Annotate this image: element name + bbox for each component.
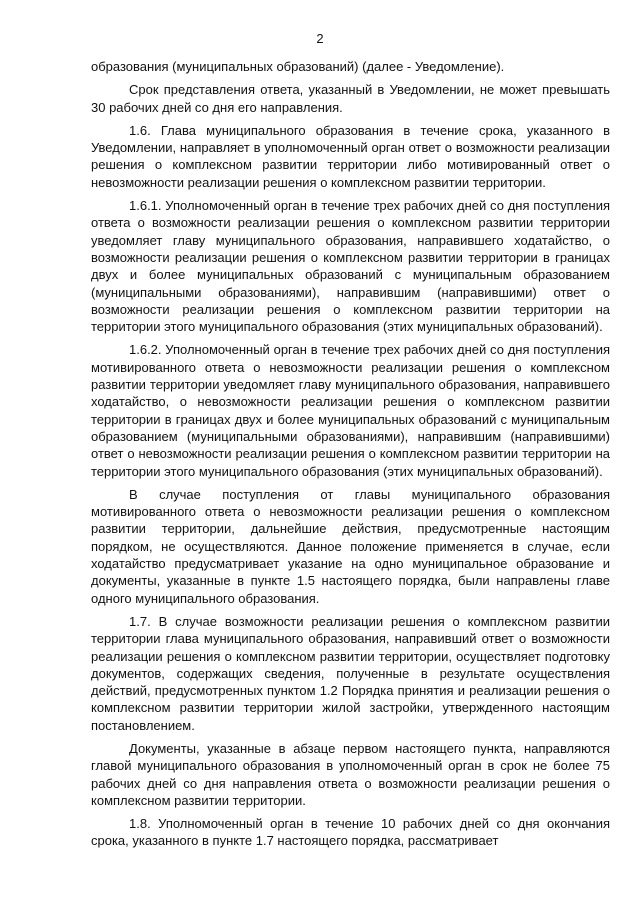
document-body [91, 58, 610, 856]
paragraph-1-8: 1.8. Уполномоченный орган в течение 10 рабочих дней со дня окончания срока, указанного в пункте 1.7 настоящего порядка, рассматривает [91, 816, 610, 849]
paragraph-continuation: образования (муниципальных образований) (далее - Уведомление). [91, 59, 505, 74]
paragraph-1-7: 1.7. В случае возможности реализации решения о комплексном развитии территории глава муниципального образования, направивший ответ о возможности реализации решения о комплексном развитии территории, осуществляет подготовку документов, содержащих сведения, полученные в результате осуществления действий, предусмотренных пунктом 1.2 Порядка принятия и реализации решения о комплексном развитии территории жилой застройки, утвержденного настоящим постановлением. [91, 613, 610, 733]
paragraph-1-6: 1.6. Глава муниципального образования в течение срока, указанного в Уведомлении, направляет в уполномоченный орган ответ о возможности реализации решения о комплексном развитии территории либо мотивированный ответ о невозможности реализации решения о комплексном развитии территории. [91, 122, 610, 190]
paragraph-1-6-2: 1.6.2. Уполномоченный орган в течение трех рабочих дней со дня поступления мотивированного ответа о невозможности реализации решения о комплексном развитии территории уведомляет главу муниципального образования, направившего ходатайство, о невозможности реализации решения о комплексном развитии территории в границах двух и более муниципальных образований с муниципальным образованием (муниципальными образованиями), направившим (направившими) ответ о невозможности реализации решения о комплексном развитии территории на территории этого муниципального образования (этих муниципальных образований). [91, 342, 610, 479]
paragraph-1-6-1: 1.6.1. Уполномоченный орган в течение трех рабочих дней со дня поступления ответа о возможности реализации решения о комплексном развитии территории уведомляет главу муниципального образования, направившего ходатайство, о возможности реализации решения о комплексном развитии территории в границах двух и более муниципальных образований с муниципальным образованием (муниципальными образованиями), направившим (направившими) ответ о возможности реализации решения о комплексном развитии территории на территории этого муниципального образования (этих муниципальных образований). [91, 198, 610, 335]
paragraph-documents-deadline: Документы, указанные в абзаце первом настоящего пункта, направляются главой муниципального образования в уполномоченный орган в срок не более 75 рабочих дней со дня направления ответа о возможности реализации решения о комплексном развитии территории. [91, 740, 610, 808]
paragraph-response-deadline: Срок представления ответа, указанный в Уведомлении, не может превышать 30 рабочих дней со дня его направления. [91, 82, 610, 115]
page-number: 2 [316, 31, 324, 46]
paragraph-refusal-case: В случае поступления от главы муниципального образования мотивированного ответа о невозможности реализации решения о комплексном развитии территории, дальнейшие действия, предусмотренные настоящим порядком, не осуществляются. Данное положение применяется в случае, если ходатайство предусматривает указание на одно муниципальное образование и документы, указанные в пункте 1.5 настоящего порядка, были направлены главе одного муниципального образования. [91, 486, 610, 606]
